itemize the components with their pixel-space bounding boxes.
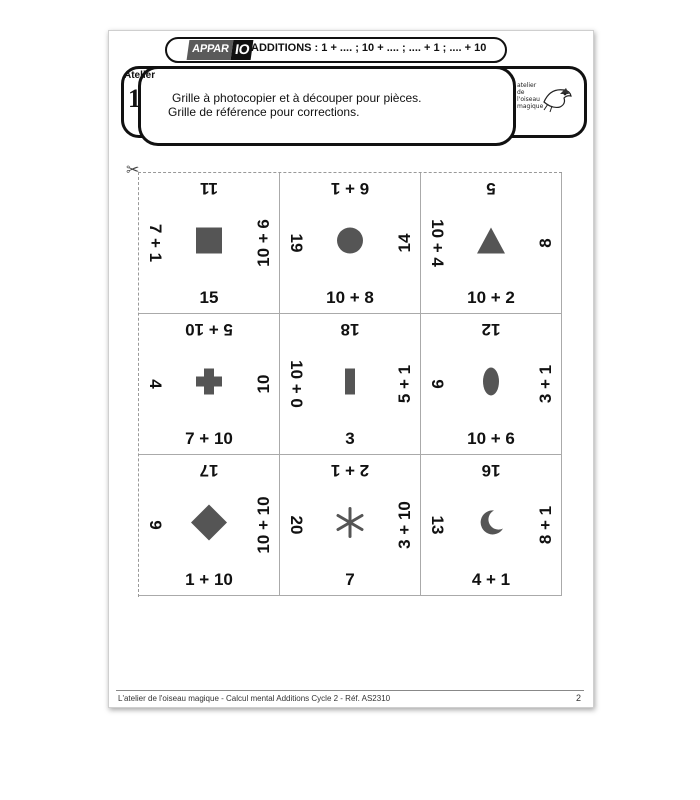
card-label-top: 18 (340, 320, 360, 339)
card-label-top: 11 (200, 179, 218, 198)
card-label-left: 20 (287, 515, 306, 535)
cross-icon (195, 368, 223, 401)
instruction-line-2: Grille de référence pour corrections. (168, 105, 360, 119)
puzzle-card (139, 314, 280, 455)
appario-logo: APPAR IO (188, 40, 252, 60)
puzzle-card (139, 455, 280, 596)
scissors-icon: ✂ (126, 162, 140, 179)
puzzle-card (280, 173, 421, 314)
card-label-right: 10 (254, 374, 273, 394)
card-label-top: 17 (199, 461, 219, 480)
card-label-right: 14 (395, 233, 414, 253)
card-label-top: 5 + 10 (185, 320, 233, 339)
card-label-top: 16 (481, 461, 501, 480)
card-label-top: 5 (486, 179, 496, 198)
card-label-right: 10 + 10 (254, 496, 273, 554)
card-label-bottom: 3 (345, 429, 355, 448)
asterisk-icon (334, 507, 366, 544)
card-label-left: 9 (428, 379, 447, 389)
atelier-label: Atelier (124, 70, 156, 81)
card-label-bottom: 7 (345, 570, 355, 589)
card-label-left: 19 (287, 233, 306, 253)
footer-text: L'atelier de l'oiseau magique - Calcul mental Additions Cycle 2 - Réf. AS2310 (118, 694, 391, 703)
card-label-left: 10 + 4 (428, 219, 447, 267)
worksheet-title: ADDITIONS : 1 + .... ; 10 + .... ; .... + 1 ; .... + 10 (251, 42, 487, 54)
card-label-bottom: 10 + 6 (467, 429, 515, 448)
card-label-left: 4 (146, 379, 165, 389)
card-label-right: 3 + 1 (536, 364, 555, 404)
card-label-right: 5 + 1 (395, 364, 414, 404)
bar-icon (344, 368, 356, 401)
publisher-logo-text: atelier de l'oiseau magique (517, 82, 544, 110)
circle-icon (336, 227, 364, 260)
card-grid (138, 172, 562, 597)
card-label-bottom: 10 + 2 (467, 288, 515, 307)
card-label-bottom: 1 + 10 (185, 570, 233, 589)
atelier-number: 1 (128, 84, 141, 113)
instruction-line-1: Grille à photocopier et à découper pour pièces. (172, 91, 422, 105)
crescent-icon (477, 509, 505, 542)
puzzle-card (139, 173, 280, 314)
footer-divider (116, 690, 584, 691)
puzzle-card (280, 455, 421, 596)
puzzle-card (421, 314, 562, 455)
ellipse-icon (482, 367, 500, 402)
card-label-right: 8 (536, 238, 555, 248)
puzzle-card (421, 173, 562, 314)
card-label-left: 13 (428, 515, 447, 535)
puzzle-card (280, 314, 421, 455)
page-number: 2 (576, 693, 582, 703)
bird-logo-icon (540, 82, 574, 114)
card-label-bottom: 7 + 10 (185, 429, 233, 448)
card-label-bottom: 15 (199, 288, 219, 307)
diamond-icon (190, 504, 228, 547)
card-label-top: 2 + 1 (330, 461, 370, 480)
card-label-bottom: 4 + 1 (471, 570, 511, 589)
card-label-top: 12 (481, 320, 501, 339)
card-label-right: 8 + 1 (536, 505, 555, 545)
square-icon (195, 227, 223, 260)
puzzle-card (421, 455, 562, 596)
card-label-right: 3 + 10 (395, 501, 414, 549)
card-label-top: 6 + 1 (330, 179, 370, 198)
card-label-left: 9 (146, 520, 165, 530)
triangle-icon (476, 227, 506, 260)
card-label-left: 7 + 1 (146, 223, 165, 263)
card-label-right: 10 + 6 (254, 219, 273, 267)
card-label-bottom: 10 + 8 (326, 288, 374, 307)
card-label-left: 10 + 0 (287, 360, 306, 408)
